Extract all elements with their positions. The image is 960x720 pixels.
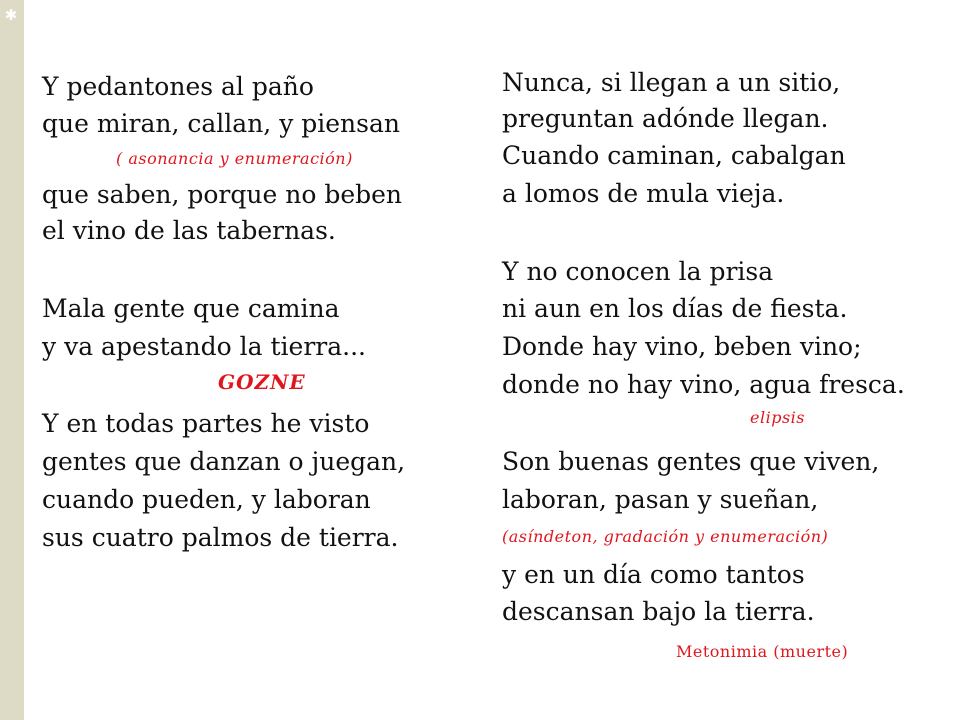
right-poem-column (502, 0, 958, 720)
poem-line: y va apestando la tierra... (42, 332, 366, 361)
annotation-gozne: GOZNE (218, 370, 306, 394)
poem-line: laboran, pasan y sueñan, (502, 485, 819, 514)
poem-line: Y pedantones al paño (42, 72, 314, 101)
annotation-asindeton: (asíndeton, gradación y enumeración) (502, 527, 829, 546)
poem-line: Donde hay vino, beben vino; (502, 332, 862, 361)
poem-line: Nunca, si llegan a un sitio, (502, 68, 841, 97)
poem-line: donde no hay vino, agua fresca. (502, 370, 905, 399)
annotation-asonancia: ( asonancia y enumeración) (116, 149, 353, 168)
poem-line: Y no conocen la prisa (502, 257, 774, 286)
annotation-elipsis: elipsis (750, 408, 805, 427)
poem-line: Y en todas partes he visto (42, 409, 370, 438)
annotation-metonimia: Metonimia (muerte) (676, 642, 849, 661)
poem-line: que saben, porque no beben (42, 180, 403, 209)
poem-line: ni aun en los días de fiesta. (502, 294, 848, 323)
poem-line: el vino de las tabernas. (42, 216, 336, 245)
left-poem-column (42, 0, 462, 720)
poem-line: que miran, callan, y piensan (42, 109, 400, 138)
poem-line: Cuando caminan, cabalgan (502, 141, 846, 170)
poem-line: gentes que danzan o juegan, (42, 447, 406, 476)
poem-line: Son buenas gentes que viven, (502, 447, 880, 476)
poem-line: y en un día como tantos (502, 560, 805, 589)
poem-line: descansan bajo la tierra. (502, 597, 815, 626)
poem-line: sus cuatro palmos de tierra. (42, 523, 399, 552)
poem-line: preguntan adónde llegan. (502, 104, 829, 133)
decorative-side-bar (0, 0, 24, 720)
poem-line: Mala gente que camina (42, 294, 340, 323)
poem-line: a lomos de mula vieja. (502, 179, 785, 208)
star-bullet-icon: ✱ (4, 6, 18, 24)
poem-line: cuando pueden, y laboran (42, 485, 371, 514)
